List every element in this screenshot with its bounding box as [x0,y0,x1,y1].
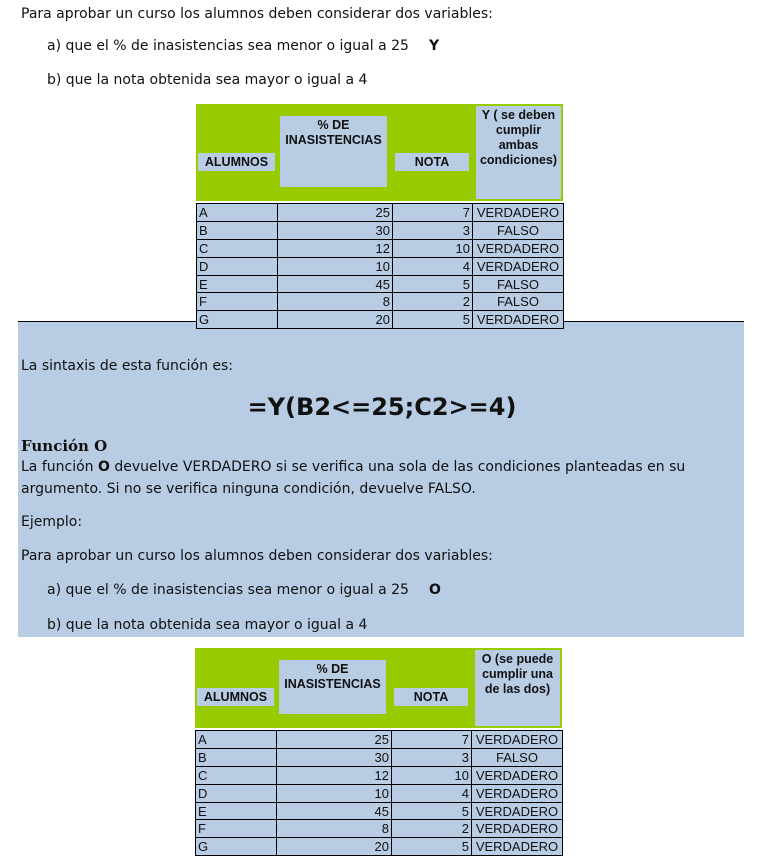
table-cell: FALSO [472,749,563,766]
table-cell: 4 [392,785,472,802]
operator-o: O [428,582,441,598]
intro-line: Para aprobar un curso los alumnos deben considerar dos variables: [21,6,493,22]
table-body [195,730,563,856]
table-cell: VERDADERO [473,258,564,275]
table-cell: 20 [278,311,393,328]
p1-post: devuelve VERDADERO si se verifica una sola de las condiciones planteadas en su [109,459,686,475]
header-alumnos: ALUMNOS [197,688,274,706]
table-cell: F [197,293,278,310]
table-row [196,820,563,838]
table-cell: 7 [393,204,473,221]
table-cell: 10 [277,785,392,802]
table-row [197,222,564,240]
table-row [196,803,563,821]
header-result: O (se puede cumplir una de las dos) [475,650,560,726]
table-row [196,749,563,767]
p1-bold: O [97,459,110,475]
example-label: Ejemplo: [21,514,83,530]
table-cell: VERDADERO [472,767,563,784]
table-cell: G [196,838,277,855]
table-cell: FALSO [473,276,564,293]
table-cell: C [196,767,277,784]
table-cell: F [196,820,277,837]
section-intro-line: Para aprobar un curso los alumnos deben considerar dos variables: [21,548,493,564]
table-cell: VERDADERO [472,785,563,802]
header-result: Y ( se deben cumplir ambas condiciones) [476,106,561,199]
syntax-label: La sintaxis de esta función es: [21,358,234,374]
table-cell: G [197,311,278,328]
table-cell: 5 [392,838,472,855]
table-cell: C [197,240,278,257]
table-cell: 5 [393,276,473,293]
table-row [196,731,563,749]
table-cell: 25 [278,204,393,221]
table-row [196,767,563,785]
table-cell: VERDADERO [472,803,563,820]
table-cell: 5 [393,311,473,328]
table-cell: 30 [277,749,392,766]
table-cell: E [197,276,278,293]
table-cell: 10 [278,258,393,275]
table-cell: 8 [278,293,393,310]
table-cell: 12 [277,767,392,784]
header-nota: NOTA [394,688,468,706]
table-cell: E [196,803,277,820]
table-cell: 10 [393,240,473,257]
table-cell: 12 [278,240,393,257]
table-cell: 7 [392,731,472,748]
condition-a-text: a) que el % de inasistencias sea menor o igual a 25 [47,38,409,54]
table-header [195,648,562,728]
table-body [196,203,564,329]
table-cell: VERDADERO [472,731,563,748]
table-cell: A [197,204,278,221]
table-cell: D [196,785,277,802]
table-cell: 45 [278,276,393,293]
table-row [197,258,564,276]
table-cell: 45 [277,803,392,820]
table-cell: 8 [277,820,392,837]
table-cell: VERDADERO [473,311,564,328]
condition-a [47,38,439,54]
table-cell: 10 [392,767,472,784]
operator-y: Y [428,38,440,54]
table-row [196,838,563,856]
table-cell: VERDADERO [473,240,564,257]
table-cell: 3 [393,222,473,239]
table-cell: B [197,222,278,239]
table-cell: B [196,749,277,766]
formula: =Y(B2<=25;C2>=4) [247,393,517,421]
table-cell: FALSO [473,222,564,239]
table-cell: VERDADERO [472,838,563,855]
table-cell: 25 [277,731,392,748]
section-title: Función O [21,437,108,455]
table-cell: A [196,731,277,748]
header-inasistencias: % DE INASISTENCIAS [280,116,387,187]
table-row [197,204,564,222]
header-nota: NOTA [395,153,469,171]
table-cell: 2 [393,293,473,310]
paragraph-line-2: argumento. Si no se verifica ninguna condición, devuelve FALSO. [21,481,476,497]
table-row [197,293,564,311]
table-row [197,240,564,258]
table-cell: 3 [392,749,472,766]
section-condition-a-text: a) que el % de inasistencias sea menor o igual a 25 [47,582,409,598]
table-header [196,104,563,201]
paragraph-line-1 [21,459,685,475]
table-row [197,311,564,329]
table-row [196,785,563,803]
table-cell: 30 [278,222,393,239]
condition-b: b) que la nota obtenida sea mayor o igual a 4 [47,72,368,88]
section-condition-a [47,582,441,598]
table-cell: 20 [277,838,392,855]
table-cell: 4 [393,258,473,275]
table-cell: 5 [392,803,472,820]
section-condition-b: b) que la nota obtenida sea mayor o igual a 4 [47,617,368,633]
header-alumnos: ALUMNOS [198,153,275,171]
table-cell: VERDADERO [473,204,564,221]
header-inasistencias: % DE INASISTENCIAS [279,660,386,714]
table-cell: VERDADERO [472,820,563,837]
table-cell: FALSO [473,293,564,310]
p1-pre: La función [21,459,98,475]
table-cell: D [197,258,278,275]
table-cell: 2 [392,820,472,837]
table-row [197,276,564,294]
